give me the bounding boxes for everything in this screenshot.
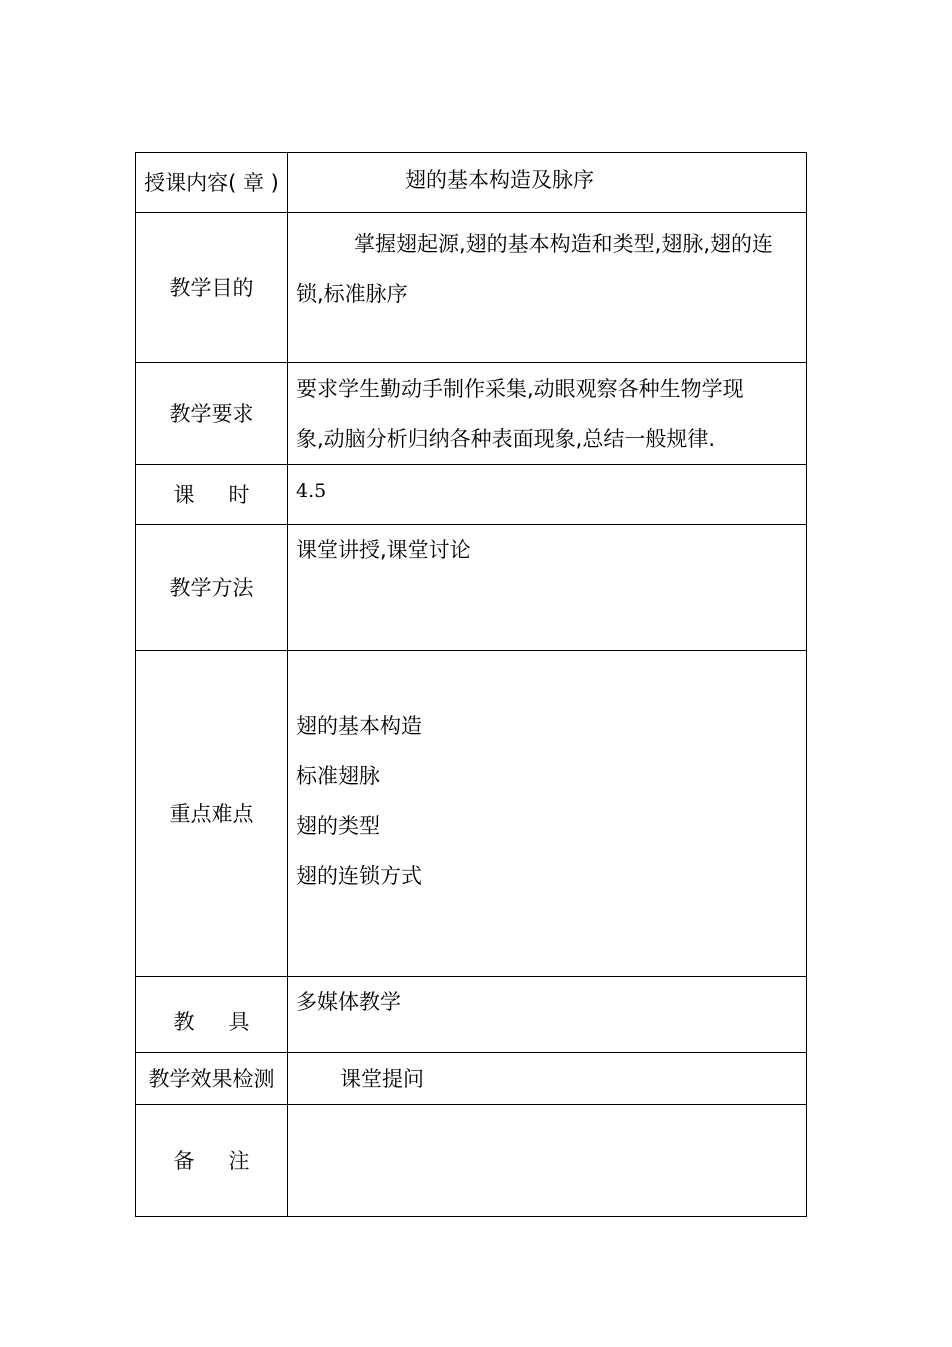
label-hours [136,465,288,525]
value-remarks [288,1105,807,1217]
table-row-objective [136,213,807,363]
table-row-method [136,525,807,651]
table-row-remarks [136,1105,807,1217]
label-content: 授课内容( 章 ) [136,153,288,213]
label-remarks-b: 注 [228,1148,250,1173]
label-assessment: 教学效果检测 [136,1053,288,1105]
table-row-key-points [136,651,807,977]
key-point-item: 翅的连锁方式 [296,864,422,888]
label-tools [136,977,288,1053]
label-remarks-a: 备 [173,1148,195,1173]
label-hours-a: 课 [173,482,195,507]
assessment-value: 课堂提问 [340,1066,424,1091]
label-remarks [136,1105,288,1217]
table-row-requirement [136,363,807,465]
key-point-item: 标准翅脉 [296,764,380,788]
requirement-line-1: 要求学生勤动手制作采集,动眼观察各种生物学现 [296,376,744,401]
value-assessment [288,1053,807,1105]
chapter-title: 翅的基本构造及脉序 [405,167,594,192]
value-objective [288,213,807,363]
method-value: 课堂讲授,课堂讨论 [296,538,471,562]
table-row-assessment [136,1053,807,1105]
label-requirement: 教学要求 [136,363,288,465]
table-row-tools [136,977,807,1053]
lesson-plan-table [135,152,807,1217]
table-row-hours [136,465,807,525]
label-key-points: 重点难点 [136,651,288,977]
objective-line-1: 掌握翅起源,翅的基本构造和类型,翅脉,翅的连 [354,232,774,256]
value-tools [288,977,807,1053]
requirement-line-2: 象,动脑分析归纳各种表面现象,总结一般规律. [296,426,716,451]
table-row-content [136,153,807,213]
label-tools-a: 教 [173,1009,195,1034]
value-requirement [288,363,807,465]
value-hours [288,465,807,525]
key-point-item: 翅的基本构造 [296,714,422,738]
label-tools-b: 具 [228,1009,250,1034]
value-method [288,525,807,651]
label-method: 教学方法 [136,525,288,651]
key-point-item: 翅的类型 [296,814,380,838]
objective-line-2: 锁,标准脉序 [296,282,408,306]
hours-value: 4.5 [296,480,327,502]
label-hours-b: 时 [228,482,250,507]
label-objective: 教学目的 [136,213,288,363]
value-content [288,153,807,213]
tools-value: 多媒体教学 [296,990,401,1014]
value-key-points [288,651,807,977]
